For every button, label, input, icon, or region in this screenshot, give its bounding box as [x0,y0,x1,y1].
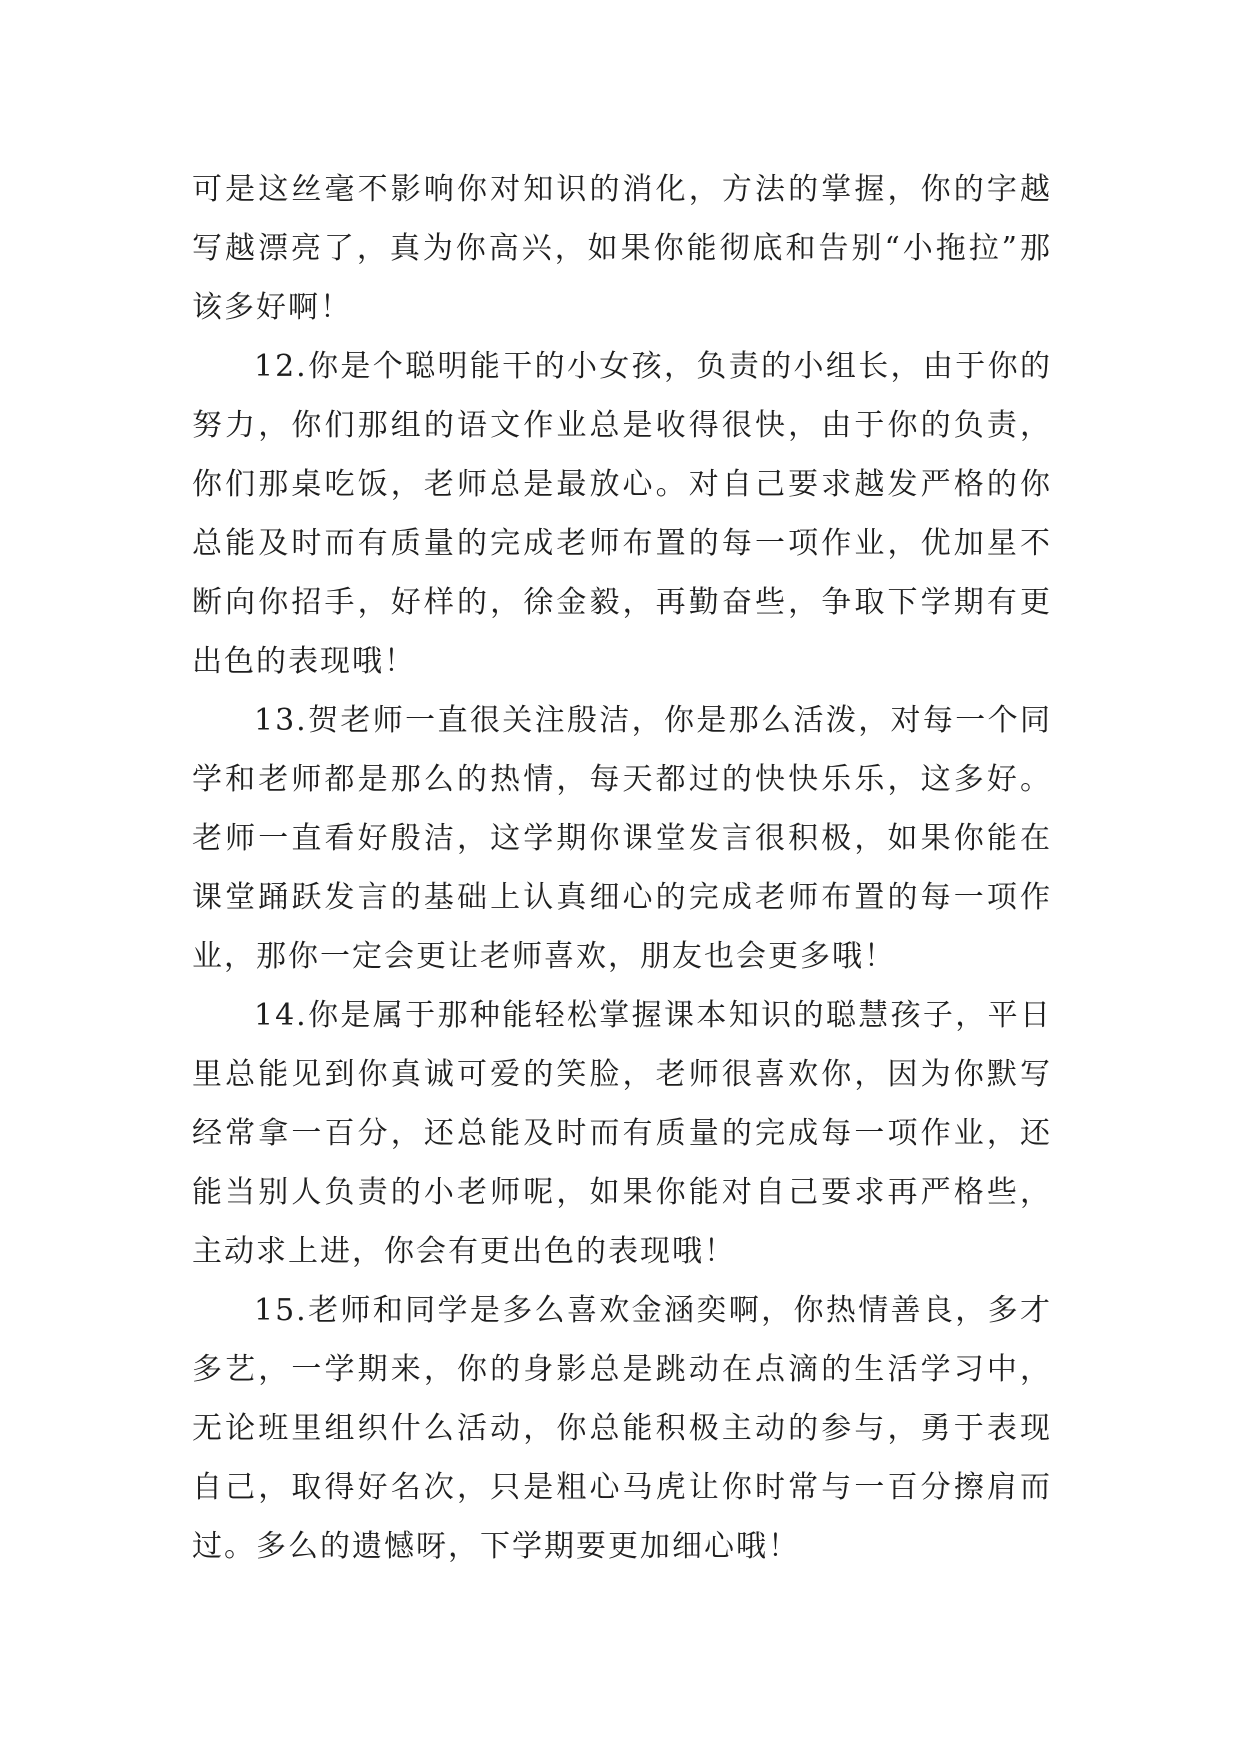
text-line: 无论班里组织什么活动，你总能积极主动的参与，勇于表现 [192,1411,1052,1446]
text-line: 课堂踊跃发言的基础上认真细心的完成老师布置的每一项 [192,880,1020,915]
text-line: 自己，取得好名次，只是粗心马虎让你时常与一百分擦肩而 [192,1470,1052,1505]
text-line: 总能及时而有质量的完成老师布置的每一项作业，优加星不 [192,526,1052,561]
paragraph-comment-12 [192,337,1052,691]
text-line: 那该多好啊！ [192,231,1052,325]
paragraph-comment-15 [192,1281,1052,1576]
text-line: 写经常拿一百分，还总能及时而有质量的完成每一项作业， [192,1057,1052,1151]
text-line: 12.你是个聪明能干的小女孩，负责的小组长，由于你 [254,349,1020,384]
text-line: 15.老师和同学是多么喜欢金涵奕啊，你热情善良，多 [254,1293,1020,1328]
paragraph-continued [192,160,1052,337]
text-line: 出色的表现哦！ [192,644,416,679]
document-body [192,160,1052,1576]
text-line: 过。多么的遗憾呀，下学期要更加细心哦！ [192,1529,800,1564]
text-line: 断向你招手，好样的，徐金毅，再勤奋些，争取下学期有更 [192,585,1052,620]
text-line: 主动求上进，你会有更出色的表现哦！ [192,1234,736,1269]
paragraph-comment-14 [192,986,1052,1281]
text-line: 13.贺老师一直很关注殷洁，你是那么活泼，对每一个 [254,703,1020,738]
text-line: 老师一直看好殷洁，这学期你课堂发言很积极，如果你能在 [192,821,1052,856]
text-line: 14.你是属于那种能轻松掌握课本知识的聪慧孩子，平 [254,998,1020,1033]
text-line: 还能当别人负责的小老师呢，如果你能对自己要求再严格些， [192,1116,1052,1210]
text-line: 可是这丝毫不影响你对知识的消化，方法的掌握，你的字越 [192,172,1052,207]
text-line: 的努力，你们那组的语文作业总是收得很快，由于你的负责， [192,349,1052,443]
text-line: 作业，那你一定会更让老师喜欢，朋友也会更多哦！ [192,880,1052,974]
text-line: 你们那桌吃饭，老师总是最放心。对自己要求越发严格的你 [192,467,1052,502]
paragraph-comment-13 [192,691,1052,986]
text-line: 同学和老师都是那么的热情，每天都过的快快乐乐，这多好。 [192,703,1052,797]
text-line: 写越漂亮了，真为你高兴，如果你能彻底和告别“小拖拉” [192,231,1020,266]
text-line: 才多艺，一学期来，你的身影总是跳动在点滴的生活学习中， [192,1293,1052,1387]
text-line: 日里总能见到你真诚可爱的笑脸，老师很喜欢你，因为你默 [192,998,1052,1092]
